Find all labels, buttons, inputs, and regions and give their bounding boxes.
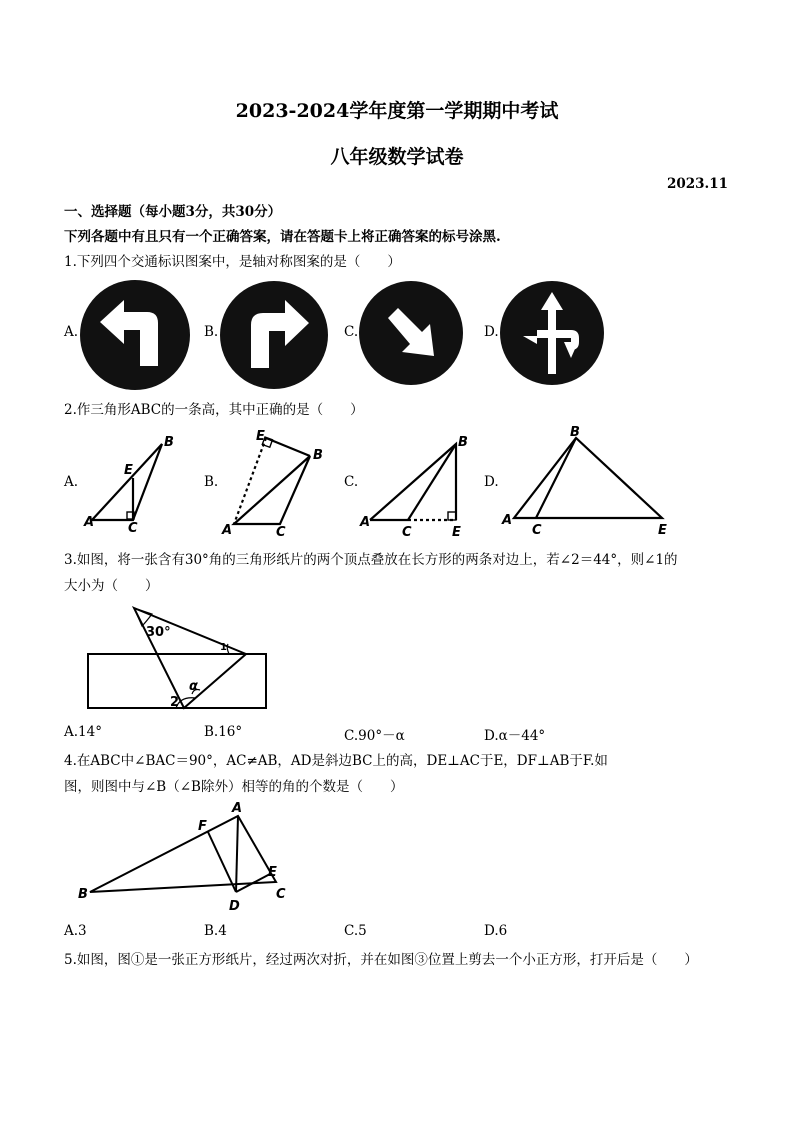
q2-option-c-label: C. [344,474,359,490]
q2b-label-e: E [256,429,265,444]
straight-left-right-sign-icon [499,280,605,386]
exam-date: 2023.11 [666,176,728,192]
q4-option-b: B.4 [204,923,227,939]
turn-left-sign-icon [78,278,192,392]
q4-figure [74,800,294,916]
turn-right-sign-icon [219,278,329,392]
q1-option-b-label: B. [204,324,219,340]
exam-title: 2023-2024学年度第一学期期中考试 [235,100,559,122]
q3-option-c: C.90°－α [344,728,405,744]
q4-option-c: C.5 [344,923,367,939]
q2a-label-c: C [128,521,138,532]
q2b-label-c: C [276,525,286,538]
q2d-label-a: A [502,513,513,528]
q1-option-d-label: D. [484,324,499,340]
section-instruction: 下列各题中有且只有一个正确答案，请在答题卡上将正确答案的标号涂黑. [64,229,501,245]
q3-label-1: 1 [220,642,227,653]
q3-stem-line2: 大小为（ ） [64,578,159,594]
q2-option-d-label: D. [484,474,499,490]
q4-label-f: F [198,819,207,834]
q3-figure [84,604,274,712]
q3-stem-line1: 3.如图，将一张含有30°角的三角形纸片的两个顶点叠放在长方形的两条对边上，若∠2＝44°，则∠1的 [64,552,678,568]
q2c-label-a: A [360,515,371,530]
q2a-label-b: B [164,435,174,450]
q1-stem: 1.下列四个交通标识图案中，是轴对称图案的是（ ） [64,254,401,270]
q3-label-2: 2 [170,695,180,710]
q4-label-b: B [78,887,88,902]
q2-figure-a [80,432,180,532]
q2-option-b-label: B. [204,474,219,490]
q2d-label-e: E [658,523,667,538]
down-right-arrow-sign-icon [358,280,464,386]
q2-figure-b [218,426,328,538]
q4-option-d: D.6 [484,923,508,939]
q2d-label-b: B [570,425,580,440]
q2-figure-c [356,430,476,538]
q3-label-30: 30° [146,625,171,640]
q2d-label-c: C [532,523,542,538]
q2a-label-e: E [124,463,133,478]
q3-option-d: D.α－44° [484,728,546,744]
q3-option-b: B.16° [204,724,243,740]
q5-stem: 5.如图，图①是一张正方形纸片，经过两次对折，并在如图③位置上剪去一个小正方形，打开后是（ ） [64,952,698,968]
q2-figure-d [496,424,676,538]
q1-option-c-label: C. [344,324,359,340]
q2-stem: 2.作三角形ABC的一条高，其中正确的是（ ） [64,402,364,418]
q4-stem-line2: 图，则图中与∠B（∠B除外）相等的角的个数是（ ） [64,779,404,795]
section-heading: 一、选择题（每小题3分，共30分） [64,204,282,220]
q2a-label-a: A [84,515,95,530]
q4-stem-line1: 4.在ABC中∠BAC＝90°，AC≠AB，AD是斜边BC上的高，DE⊥AC于E，DF⊥AB于F.如 [64,753,608,769]
q3-label-alpha: α [189,679,198,694]
q4-label-a: A [232,801,243,816]
q2c-label-c: C [402,525,412,538]
exam-subtitle: 八年级数学试卷 [330,146,464,168]
q2c-label-e: E [452,525,461,538]
q4-option-a: A.3 [64,923,87,939]
q2b-label-a: A [222,523,233,538]
q4-label-c: C [276,887,286,902]
q3-option-a: A.14° [64,724,102,740]
q1-option-a-label: A. [64,324,79,340]
q4-label-d: D [229,899,240,914]
q2-option-a-label: A. [64,474,79,490]
q4-label-e: E [268,865,277,880]
q2c-label-b: B [458,435,468,450]
q2b-label-b: B [313,448,323,463]
